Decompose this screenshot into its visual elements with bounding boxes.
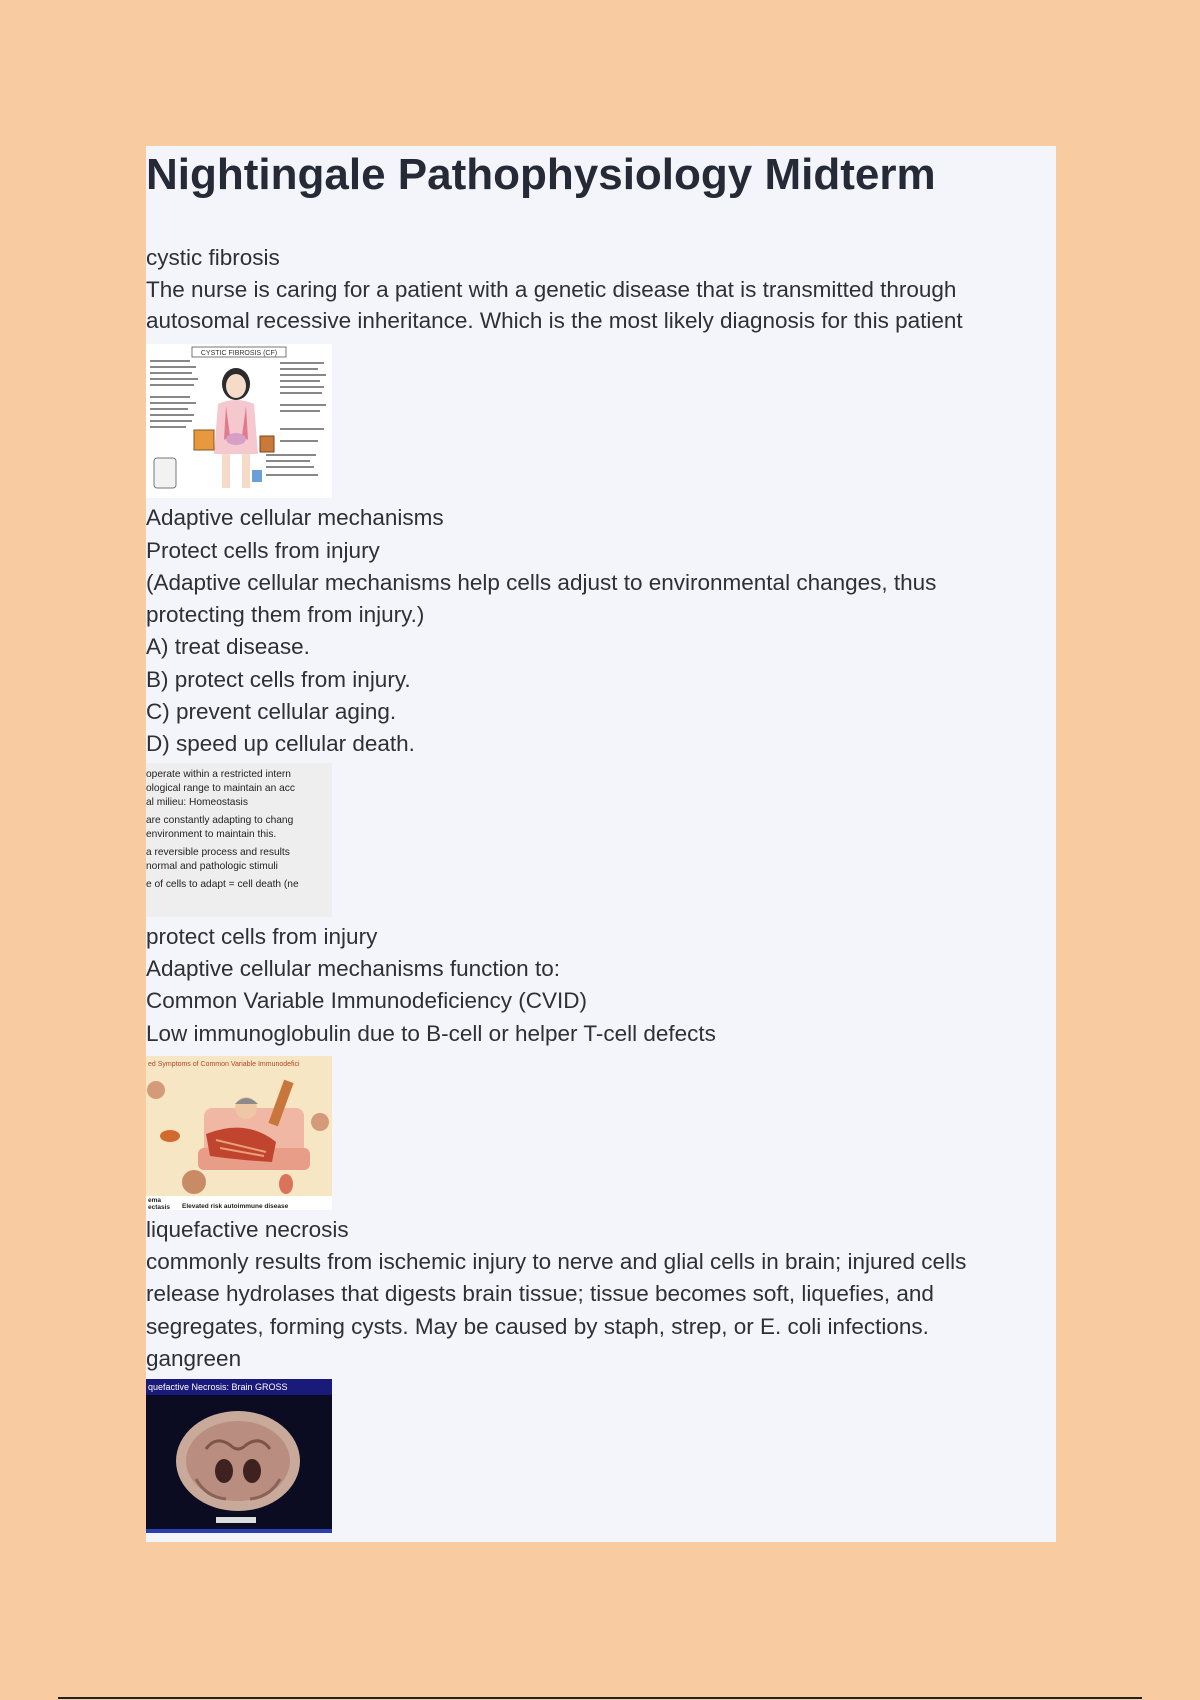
card-line: Low immunoglobulin due to B-cell or helper T-cell defects — [146, 1020, 716, 1046]
document-title: Nightingale Pathophysiology Midterm — [146, 150, 936, 199]
illustration-caption: CYSTIC FIBROSIS (CF) — [200, 350, 278, 358]
illustration-footer-right: Elevated risk autoimmune disease — [182, 1202, 289, 1210]
card-definition-line: release hydrolases that digests brain tissue; tissue becomes soft, liquefies, and — [146, 1281, 934, 1307]
card-line: Common Variable Immunodeficiency (CVID) — [146, 988, 587, 1014]
card-term: cystic fibrosis — [146, 245, 280, 270]
answer-option: C) prevent cellular aging. — [146, 699, 397, 725]
snippet-line: al milieu: Homeostasis — [146, 796, 248, 808]
document-content — [146, 242, 1046, 1537]
cystic-fibrosis-illustration — [146, 344, 332, 498]
text-snippet-image — [146, 763, 332, 917]
card-line: Adaptive cellular mechanisms function to: — [146, 955, 560, 981]
page-bottom-rule — [58, 1697, 1142, 1699]
card-line: protect cells from injury — [146, 923, 378, 949]
answer-option: D) speed up cellular death. — [146, 731, 415, 757]
snippet-line: normal and pathologic stimuli — [146, 860, 278, 872]
card-extra-line: gangreen — [146, 1346, 242, 1372]
card-line: Protect cells from injury — [146, 537, 380, 563]
card-definition-line: segregates, forming cysts. May be caused by staph, strep, or E. coli infections. — [146, 1313, 929, 1339]
brain-photo — [146, 1379, 332, 1533]
card-line: (Adaptive cellular mechanisms help cells adjust to environmental changes, thus — [146, 569, 937, 595]
card-line: protecting them from injury.) — [146, 602, 425, 628]
illustration-footer-left: ema — [148, 1196, 162, 1204]
illustration-footer-left-2: ectasis — [148, 1203, 171, 1210]
snippet-line: a reversible process and results — [146, 846, 290, 858]
photo-header: quefactive Necrosis: Brain GROSS — [148, 1382, 288, 1393]
cvid-illustration — [146, 1056, 332, 1210]
answer-option: B) protect cells from injury. — [146, 666, 411, 692]
answer-option: A) treat disease. — [146, 634, 310, 660]
card-definition-line: The nurse is caring for a patient with a genetic disease that is transmitted through — [146, 277, 957, 303]
card-term: liquefactive necrosis — [146, 1216, 349, 1242]
snippet-line: are constantly adapting to chang — [146, 814, 294, 826]
document-sheet — [146, 146, 1056, 1542]
card-term: Adaptive cellular mechanisms — [146, 505, 444, 531]
card-definition-line: autosomal recessive inheritance. Which is the most likely diagnosis for this patient — [146, 308, 963, 334]
snippet-line: operate within a restricted intern — [146, 768, 291, 780]
card-definition-line: commonly results from ischemic injury to nerve and glial cells in brain; injured cells — [146, 1249, 967, 1275]
snippet-line: ological range to maintain an acc — [146, 782, 295, 794]
snippet-line: e of cells to adapt = cell death (ne — [146, 878, 299, 890]
snippet-line: environment to maintain this. — [146, 828, 277, 840]
illustration-header: ed Symptoms of Common Variable Immunodefici — [148, 1060, 300, 1068]
